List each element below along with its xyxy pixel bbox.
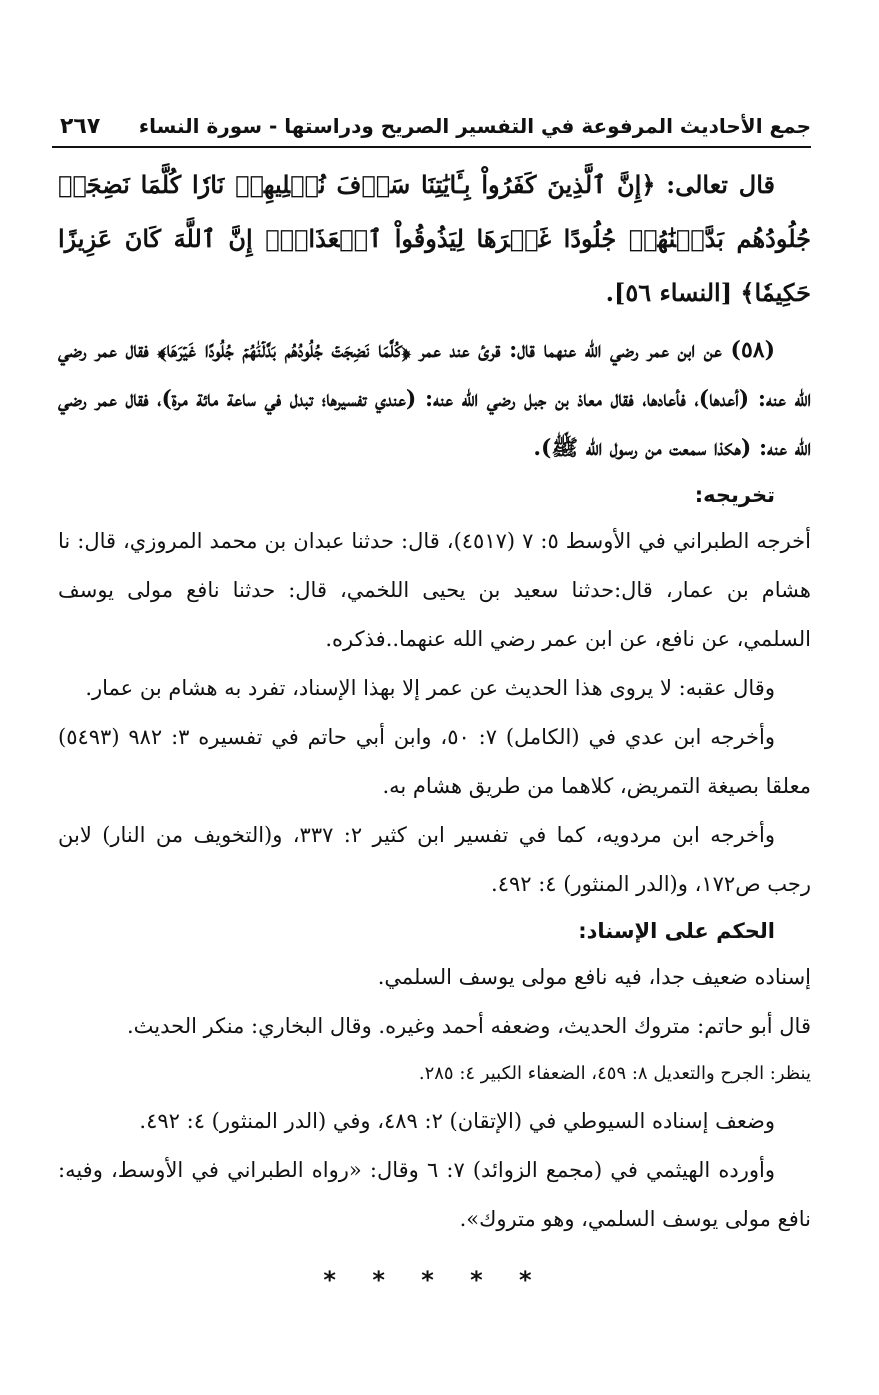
section-separator: * * * * * — [323, 1266, 546, 1294]
takhrij-paragraph-1: أخرجه الطبراني في الأوسط ٥: ٧ (٤٥١٧)، قال: حدثنا عبدان بن محمد المروزي، قال: نا هشام بن عمار، قال:حدثنا سعيد بن يحيى اللخمي، قال: حدثنا نافع مولى يوسف السلمي، عن نافع، عن ابن عمر رضي الله عنهما..فذكره. — [58, 529, 811, 651]
hadith-paragraph: (٥٨) عن ابن عمر رضي الله عنهما قال: قرئ عند عمر ﴿كُلَّمَا نَضِجَتۡ جُلُودُهُم بَدَّلۡنَٰهُمۡ جُلُودًا غَيۡرَهَا﴾ فقال عمر رضي الله عنه: (أعدها)، فأعادها، فقال معاذ بن جبل رضي الله عنه: (عندي تفسيرها؛ تبدل في ساعة مائة مرة)، فقال عمر رضي الله عنه: (هكذا سمعت من رسول الله ﷺ). — [58, 337, 811, 461]
hukm-paragraph-2: قال أبو حاتم: متروك الحديث، وضعفه أحمد وغيره. وقال البخاري: منكر الحديث. — [126, 1014, 811, 1038]
takhrij-heading: تخريجه: — [694, 483, 775, 507]
hukm-heading: الحكم على الإسناد: — [578, 919, 775, 943]
takhrij-paragraph-2: وقال عقبه: لا يروى هذا الحديث عن عمر إلا بهذا الإسناد، تفرد به هشام بن عمار. — [85, 676, 775, 700]
page-body — [58, 158, 811, 1294]
hukm-references: ينظر: الجرح والتعديل ٨: ٤٥٩، الضعفاء الكبير ٤: ٢٨٥. — [418, 1063, 811, 1084]
hukm-paragraph-5: وأورده الهيثمي في (مجمع الزوائد) ٧: ٦ وقال: «رواه الطبراني في الأوسط، وفيه: نافع مولى يوسف السلمي، وهو متروك». — [58, 1158, 811, 1231]
hukm-paragraph-1: إسناده ضعيف جدا، فيه نافع مولى يوسف السلمي. — [377, 965, 811, 989]
takhrij-paragraph-4: وأخرجه ابن مردويه، كما في تفسير ابن كثير ٢: ٣٣٧، و(التخويف من النار) لابن رجب ص١٧٢، و(الدر المنثور) ٤: ٤٩٢. — [58, 823, 811, 896]
running-title: جمع الأحاديث المرفوعة في التفسير الصريح ودراستها - سورة النساء — [138, 114, 811, 138]
hukm-paragraph-4: وضعف إسناده السيوطي في (الإتقان) ٢: ٤٨٩، وفي (الدر المنثور) ٤: ٤٩٢. — [139, 1109, 775, 1133]
quran-verse-paragraph: قال تعالى: ﴿إِنَّ ٱلَّذِينَ كَفَرُواْ بِـَٔايَٰتِنَا سَوۡفَ نُصۡلِيهِمۡ نَارٗا كُلَّمَا نَضِجَتۡ جُلُودُهُم بَدَّلۡنَٰهُمۡ جُلُودًا غَيۡرَهَا لِيَذُوقُواْ ٱلۡعَذَابَۗ إِنَّ ٱللَّهَ كَانَ عَزِيزًا حَكِيمٗا﴾ [النساء ٥٦]. — [58, 170, 811, 307]
takhrij-paragraph-3: وأخرجه ابن عدي في (الكامل) ٧: ٥٠، وابن أبي حاتم في تفسيره ٣: ٩٨٢ (٥٤٩٣) معلقا بصيغة التمريض، كلاهما من طريق هشام به. — [58, 725, 811, 798]
page-number: ٢٦٧ — [60, 114, 101, 139]
page-header — [52, 112, 811, 148]
